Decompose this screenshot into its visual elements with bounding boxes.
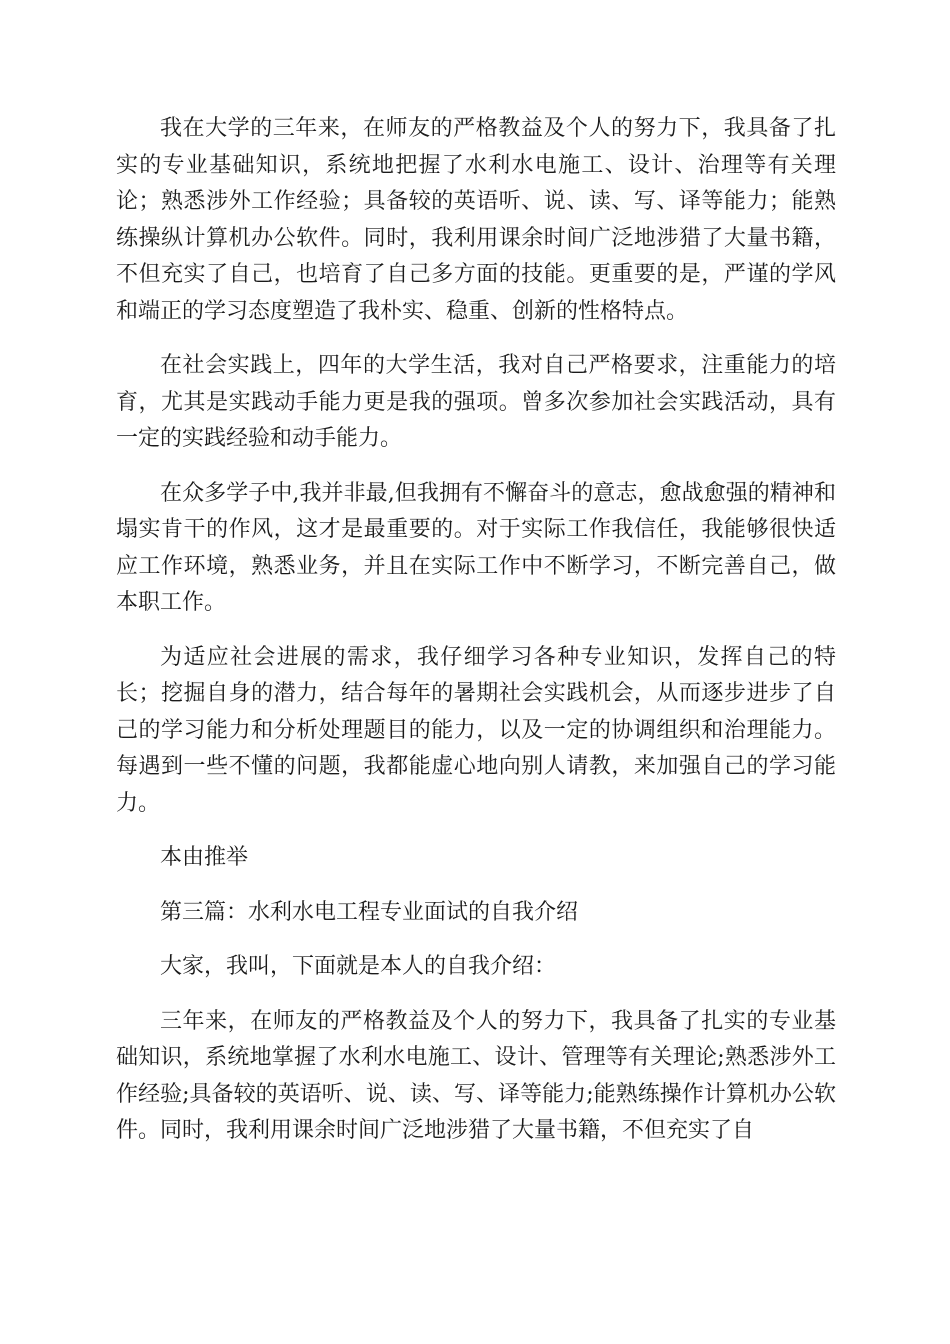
paragraph-three-years: 三年来，在师友的严格教益及个人的努力下，我具备了扎实的专业基础知识，系统地掌握了水利水电施工、设计、管理等有关理论;熟悉涉外工作经验;具备较的英语听、说、读、写、译等能力;能熟练操作计算机办公软件。同时，我利用课余时间广泛地涉猎了大量书籍，不但充实了自: [116, 1008, 836, 1143]
section-heading: 第三篇：水利水电工程专业面试的自我介绍: [160, 899, 579, 925]
paragraph-social-practice: 在社会实践上，四年的大学生活，我对自己严格要求，注重能力的培育，尤其是实践动手能力更是我的强项。曾多次参加社会实践活动，具有一定的实践经验和动手能力。: [116, 353, 836, 451]
paragraph-self-improvement: 为适应社会进展的需求，我仔细学习各种专业知识，发挥自己的特长；挖掘自身的潜力，结合每年的暑期社会实践机会，从而逐步进步了自己的学习能力和分析处理题目的能力，以及一定的协调组织和治理能力。每遇到一些不懂的问题，我都能虚心地向别人请教，来加强自己的学习能力。: [116, 644, 836, 816]
paragraph-greeting: 大家，我叫，下面就是本人的自我介绍：: [160, 954, 557, 979]
paragraph-work-attitude: 在众多学子中,我并非最,但我拥有不懈奋斗的意志，愈战愈强的精神和塌实肯干的作风，这才是最重要的。对于实际工作我信任，我能够很快适应工作环境，熟悉业务，并且在实际工作中不断学习，不断完善自己，做本职工作。: [116, 480, 836, 615]
document-body: [116, 111, 836, 1168]
paragraph-study-background: 我在大学的三年来，在师友的严格教益及个人的努力下，我具备了扎实的专业基础知识，系统地把握了水利水电施工、设计、治理等有关理论；熟悉涉外工作经验；具备较的英语听、说、读、写、译等能力；能熟练操纵计算机办公软件。同时，我利用课余时间广泛地涉猎了大量书籍，不但充实了自己，也培育了自己多方面的技能。更重要的是，严谨的学风和端正的学习态度塑造了我朴实、稳重、创新的性格特点。: [116, 116, 836, 324]
paragraph-recommendation: 本由推举: [160, 845, 249, 870]
